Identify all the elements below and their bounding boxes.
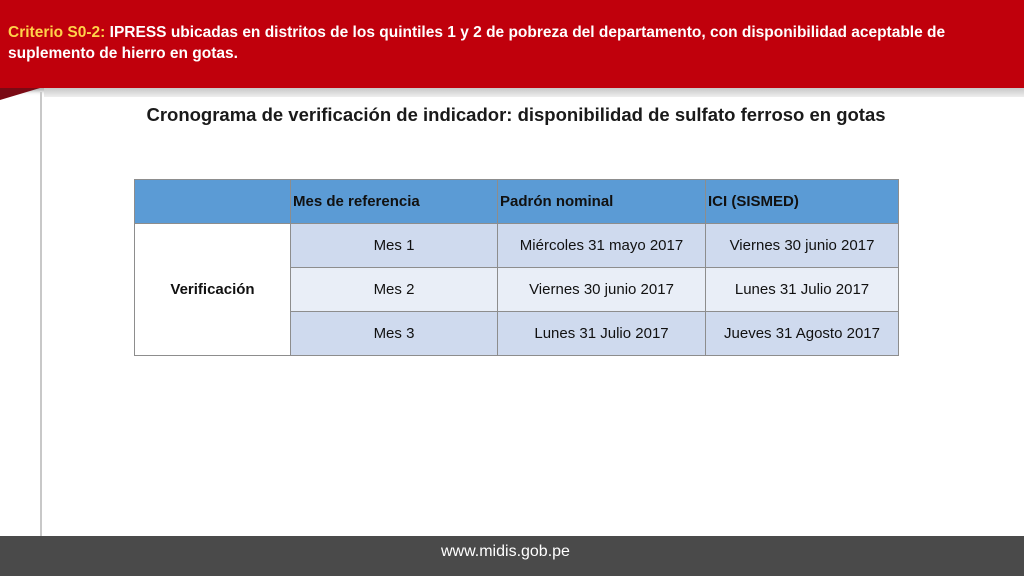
header-band — [0, 0, 1024, 88]
table-cell: Jueves 31 Agosto 2017 — [706, 312, 899, 356]
header-cell-empty — [135, 180, 291, 224]
table-header-row — [135, 180, 899, 224]
criterion-text: IPRESS ubicadas en distritos de los quintiles 1 y 2 de pobreza del departamento, con disponibilidad aceptable de suplemento de hierro en gotas. — [8, 24, 946, 62]
table-cell: Miércoles 31 mayo 2017 — [498, 224, 706, 268]
table-cell: Lunes 31 Julio 2017 — [498, 312, 706, 356]
footer-url: www.midis.gob.pe — [441, 543, 570, 560]
criterion-prefix: Criterio S0-2: — [8, 24, 106, 41]
footer-bar — [0, 536, 1024, 576]
criterion-heading — [8, 22, 1013, 64]
header-cell-nominal-roster: Padrón nominal — [498, 180, 706, 224]
left-rule — [40, 92, 42, 536]
table-cell: Mes 2 — [291, 268, 498, 312]
table-cell: Viernes 30 junio 2017 — [498, 268, 706, 312]
header-cell-ici-sismed: ICI (SISMED) — [706, 180, 899, 224]
verification-schedule-table — [134, 179, 899, 356]
header-shadow-bar — [44, 88, 1024, 97]
page-title: Cronograma de verificación de indicador: disponibilidad de sulfato ferroso en gotas — [146, 104, 886, 125]
table-cell: Viernes 30 junio 2017 — [706, 224, 899, 268]
table-cell: Mes 3 — [291, 312, 498, 356]
table-row — [135, 224, 899, 268]
header-cell-reference-month: Mes de referencia — [291, 180, 498, 224]
corner-triangle — [0, 88, 40, 100]
table-cell: Lunes 31 Julio 2017 — [706, 268, 899, 312]
table-cell: Mes 1 — [291, 224, 498, 268]
row-group-label: Verificación — [135, 224, 291, 356]
